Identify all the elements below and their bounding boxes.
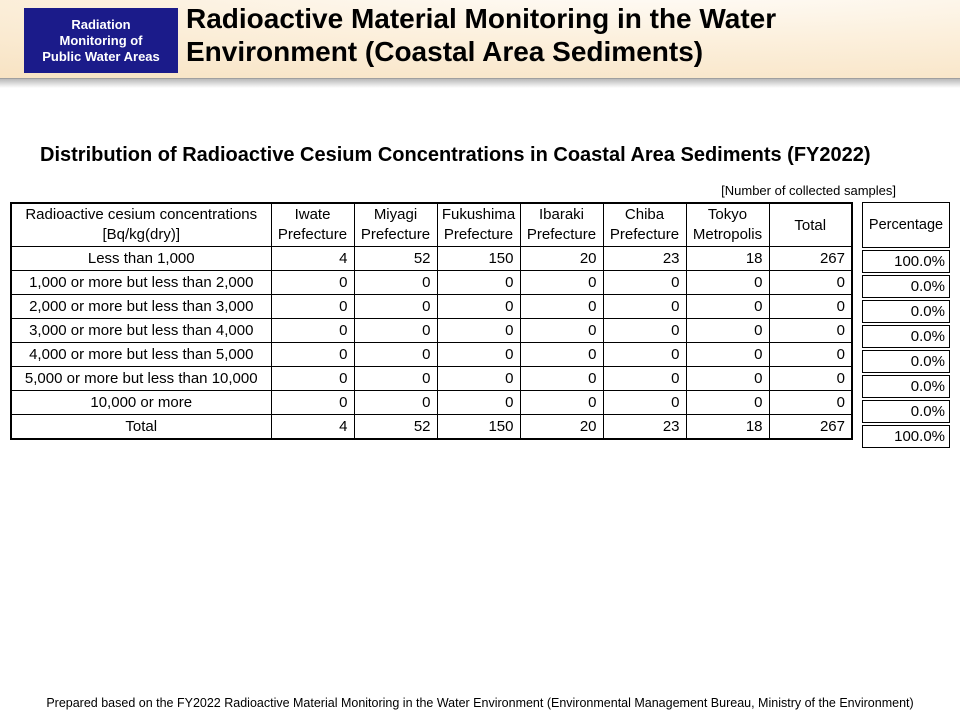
cell-value: 0 bbox=[437, 319, 520, 343]
cell-value: 0 bbox=[686, 271, 769, 295]
header-col-miyagi-line1: Miyagi bbox=[373, 206, 418, 223]
cell-value: 0 bbox=[603, 319, 686, 343]
cell-value: 0 bbox=[271, 319, 354, 343]
cell-value: 150 bbox=[437, 415, 520, 439]
cell-value: 0 bbox=[354, 343, 437, 367]
cell-value: 0 bbox=[686, 343, 769, 367]
table-row bbox=[11, 271, 852, 295]
cell-value: 0 bbox=[520, 271, 603, 295]
cell-value: 4 bbox=[271, 415, 354, 439]
cell-value: 150 bbox=[437, 247, 520, 271]
cell-value: 0 bbox=[354, 319, 437, 343]
header-col-iwate bbox=[271, 203, 354, 247]
cell-value: 0 bbox=[769, 343, 852, 367]
cell-value: 0 bbox=[769, 391, 852, 415]
header-col-tokyo-line1: Tokyo bbox=[707, 206, 748, 223]
cell-value: 0 bbox=[437, 343, 520, 367]
cell-value: 0 bbox=[354, 367, 437, 391]
samples-note: [Number of collected samples] bbox=[721, 183, 896, 198]
header-col-percentage: Percentage bbox=[862, 202, 950, 248]
cell-value: 0 bbox=[686, 367, 769, 391]
header-col-tokyo bbox=[686, 203, 769, 247]
badge-line-2: Monitoring of bbox=[59, 32, 143, 48]
page-title: Radioactive Material Monitoring in the Water Environment (Coastal Area Sediments) bbox=[186, 3, 777, 67]
header-col-tokyo-line2: Metropolis bbox=[692, 226, 763, 243]
header-col-ibaraki-line1: Ibaraki bbox=[538, 206, 585, 223]
cell-value: 0 bbox=[437, 295, 520, 319]
cell-value: 0 bbox=[769, 271, 852, 295]
cell-value: 0 bbox=[686, 295, 769, 319]
cell-value: 0 bbox=[603, 343, 686, 367]
cell-value: 18 bbox=[686, 415, 769, 439]
cell-value: 267 bbox=[769, 415, 852, 439]
table-row bbox=[11, 295, 852, 319]
cell-value: 0 bbox=[271, 271, 354, 295]
table-row bbox=[11, 319, 852, 343]
table-total-row bbox=[11, 415, 852, 439]
cell-value: 0 bbox=[354, 271, 437, 295]
cell-value: 23 bbox=[603, 247, 686, 271]
cell-value: 4 bbox=[271, 247, 354, 271]
header-col-iwate-line2: Prefecture bbox=[277, 226, 348, 243]
percentage-cell: 100.0% bbox=[862, 425, 950, 448]
header-col-fukushima bbox=[437, 203, 520, 247]
header-col-miyagi bbox=[354, 203, 437, 247]
header-concentration bbox=[11, 203, 271, 247]
cell-value: 0 bbox=[603, 295, 686, 319]
cell-value: 0 bbox=[769, 319, 852, 343]
cesium-concentration-table bbox=[10, 202, 853, 440]
header-concentration-line2: [Bq/kg(dry)] bbox=[102, 226, 181, 243]
header-col-chiba-line2: Prefecture bbox=[609, 226, 680, 243]
cell-value: 0 bbox=[520, 343, 603, 367]
cell-value: 0 bbox=[354, 295, 437, 319]
header-col-miyagi-line2: Prefecture bbox=[360, 226, 431, 243]
percentage-cell: 0.0% bbox=[862, 275, 950, 298]
row-label: 10,000 or more bbox=[11, 391, 271, 415]
cell-value: 267 bbox=[769, 247, 852, 271]
cell-value: 0 bbox=[769, 295, 852, 319]
cell-value: 18 bbox=[686, 247, 769, 271]
row-label: Total bbox=[11, 415, 271, 439]
badge-line-3: Public Water Areas bbox=[42, 48, 160, 64]
cell-value: 0 bbox=[520, 295, 603, 319]
cell-value: 0 bbox=[354, 391, 437, 415]
header-col-chiba-line1: Chiba bbox=[624, 206, 665, 223]
header-col-fukushima-line1: Fukushima bbox=[441, 206, 516, 223]
percentage-cell: 0.0% bbox=[862, 400, 950, 423]
header-col-iwate-line1: Iwate bbox=[294, 206, 331, 223]
badge-line-1: Radiation bbox=[71, 16, 131, 32]
cell-value: 0 bbox=[686, 391, 769, 415]
table-row bbox=[11, 247, 852, 271]
cell-value: 0 bbox=[271, 391, 354, 415]
header-col-ibaraki bbox=[520, 203, 603, 247]
row-label: Less than 1,000 bbox=[11, 247, 271, 271]
header-col-chiba bbox=[603, 203, 686, 247]
percentage-cell: 0.0% bbox=[862, 375, 950, 398]
cell-value: 0 bbox=[520, 391, 603, 415]
percentage-cell: 0.0% bbox=[862, 350, 950, 373]
row-label: 2,000 or more but less than 3,000 bbox=[11, 295, 271, 319]
percentage-cell: 0.0% bbox=[862, 325, 950, 348]
cell-value: 20 bbox=[520, 247, 603, 271]
header-col-fukushima-line2: Prefecture bbox=[443, 226, 514, 243]
row-label: 5,000 or more but less than 10,000 bbox=[11, 367, 271, 391]
cell-value: 0 bbox=[520, 319, 603, 343]
cell-value: 0 bbox=[603, 391, 686, 415]
cell-value: 0 bbox=[603, 367, 686, 391]
header-col-total: Total bbox=[769, 203, 852, 247]
cell-value: 23 bbox=[603, 415, 686, 439]
footer-note: Prepared based on the FY2022 Radioactive Material Monitoring in the Water Environment (Environmental Management Bureau, Ministry of the Environment) bbox=[46, 696, 914, 710]
row-label: 3,000 or more but less than 4,000 bbox=[11, 319, 271, 343]
cell-value: 0 bbox=[686, 319, 769, 343]
percentage-cell: 100.0% bbox=[862, 250, 950, 273]
table-header-row bbox=[11, 203, 852, 247]
percentage-cell: 0.0% bbox=[862, 300, 950, 323]
header-concentration-line1: Radioactive cesium concentrations bbox=[25, 206, 258, 223]
section-title: Distribution of Radioactive Cesium Concentrations in Coastal Area Sediments (FY2022) bbox=[40, 144, 871, 166]
header-banner bbox=[0, 0, 960, 79]
table-row bbox=[11, 391, 852, 415]
cell-value: 0 bbox=[437, 271, 520, 295]
cell-value: 20 bbox=[520, 415, 603, 439]
cell-value: 0 bbox=[437, 391, 520, 415]
table-row bbox=[11, 367, 852, 391]
cell-value: 0 bbox=[437, 367, 520, 391]
cell-value: 0 bbox=[769, 367, 852, 391]
row-label: 4,000 or more but less than 5,000 bbox=[11, 343, 271, 367]
program-badge bbox=[24, 8, 178, 73]
cell-value: 0 bbox=[271, 295, 354, 319]
cell-value: 52 bbox=[354, 247, 437, 271]
header-col-ibaraki-line2: Prefecture bbox=[526, 226, 597, 243]
table-area bbox=[10, 202, 960, 448]
row-label: 1,000 or more but less than 2,000 bbox=[11, 271, 271, 295]
banner-shadow bbox=[0, 79, 960, 88]
percentage-column bbox=[862, 202, 950, 448]
cell-value: 0 bbox=[271, 343, 354, 367]
cell-value: 52 bbox=[354, 415, 437, 439]
cell-value: 0 bbox=[520, 367, 603, 391]
cell-value: 0 bbox=[271, 367, 354, 391]
table-row bbox=[11, 343, 852, 367]
cell-value: 0 bbox=[603, 271, 686, 295]
